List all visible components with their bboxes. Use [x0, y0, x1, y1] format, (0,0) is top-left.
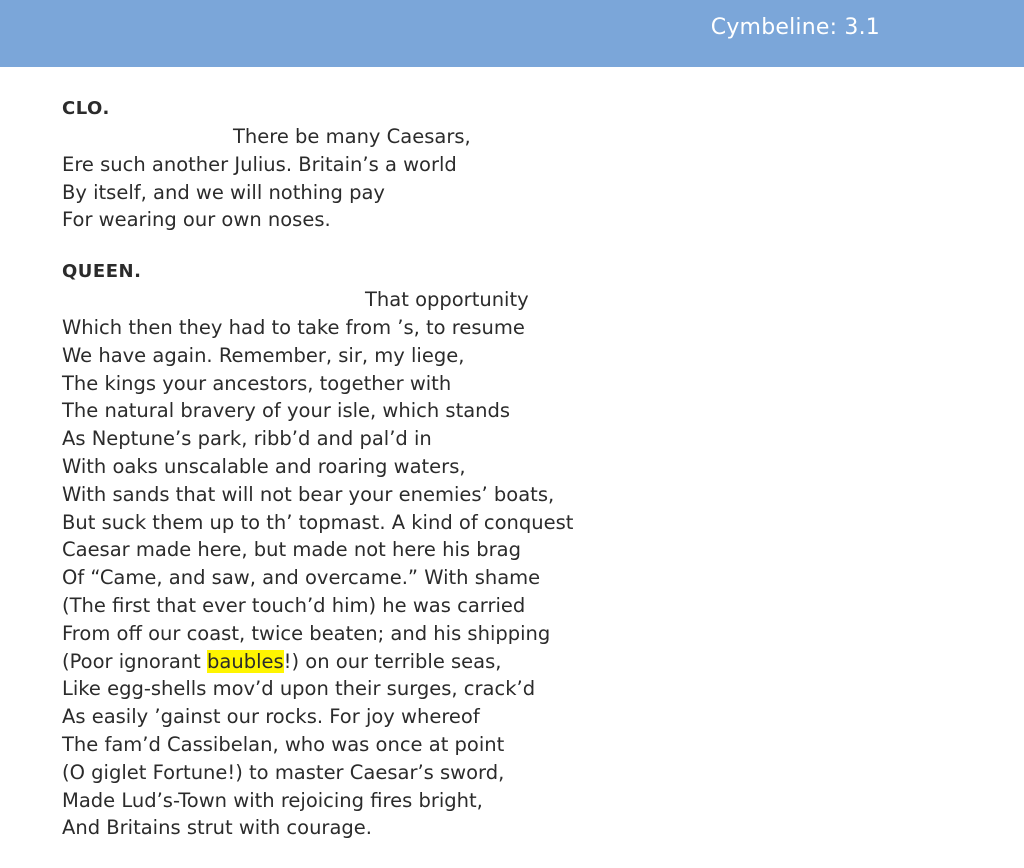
verse-line[interactable]: We have again. Remember, sir, my liege,	[62, 343, 465, 367]
verse-line[interactable]: From off our coast, twice beaten; and his shipping	[62, 621, 551, 645]
verse-line[interactable]: With oaks unscalable and roaring waters,	[62, 454, 466, 478]
verse-line[interactable]: Ere such another Julius. Britain’s a world	[62, 152, 457, 176]
verse-line[interactable]: (O giglet Fortune!) to master Caesar’s sword,	[62, 760, 505, 784]
speech-clo	[62, 95, 962, 234]
verse-line[interactable]: There be many Caesars,	[233, 125, 471, 148]
highlighted-word[interactable]: baubles	[207, 649, 284, 673]
verse-line[interactable]: As Neptune’s park, ribb’d and pal’d in	[62, 427, 432, 451]
verse-line[interactable]: The fam’d Cassibelan, who was once at point	[62, 732, 505, 756]
verse-line[interactable]: And Britains strut with courage.	[62, 816, 372, 840]
verse-line-highlighted[interactable]	[62, 648, 962, 676]
verse-line[interactable]: Which then they had to take from ’s, to resume	[62, 315, 525, 339]
page-title: Cymbeline: 3.1	[710, 15, 880, 40]
title-bar	[0, 0, 1024, 67]
speech-gap	[62, 234, 962, 258]
verse-line[interactable]: Of “Came, and saw, and overcame.” With shame	[62, 566, 541, 590]
verse-line[interactable]: Like egg-shells mov’d upon their surges, crack’d	[62, 677, 536, 701]
speaker-name: CLO.	[62, 98, 110, 119]
verse-line[interactable]: Caesar made here, but made not here his brag	[62, 538, 521, 562]
verse-line-text: !) on our terrible seas,	[283, 649, 502, 673]
verse-line[interactable]: For wearing our own noses.	[62, 208, 331, 232]
verse-line[interactable]: With sands that will not bear your enemies’ boats,	[62, 482, 555, 506]
verse-line[interactable]: Made Lud’s-Town with rejoicing fires bright,	[62, 788, 483, 812]
speech-queen	[62, 258, 962, 842]
reading-pane[interactable]	[62, 95, 962, 842]
verse-line[interactable]: The natural bravery of your isle, which stands	[62, 399, 511, 423]
verse-line[interactable]: By itself, and we will nothing pay	[62, 180, 385, 204]
verse-line-text: (Poor ignorant	[62, 649, 208, 673]
verse-line[interactable]: But suck them up to th’ topmast. A kind of conquest	[62, 510, 574, 534]
verse-line[interactable]: (The first that ever touch’d him) he was carried	[62, 593, 526, 617]
verse-line[interactable]: That opportunity	[365, 288, 529, 312]
verse-line[interactable]: The kings your ancestors, together with	[62, 371, 452, 395]
speaker-name: QUEEN.	[62, 261, 142, 283]
verse-line[interactable]: As easily ’gainst our rocks. For joy whereof	[62, 705, 480, 729]
